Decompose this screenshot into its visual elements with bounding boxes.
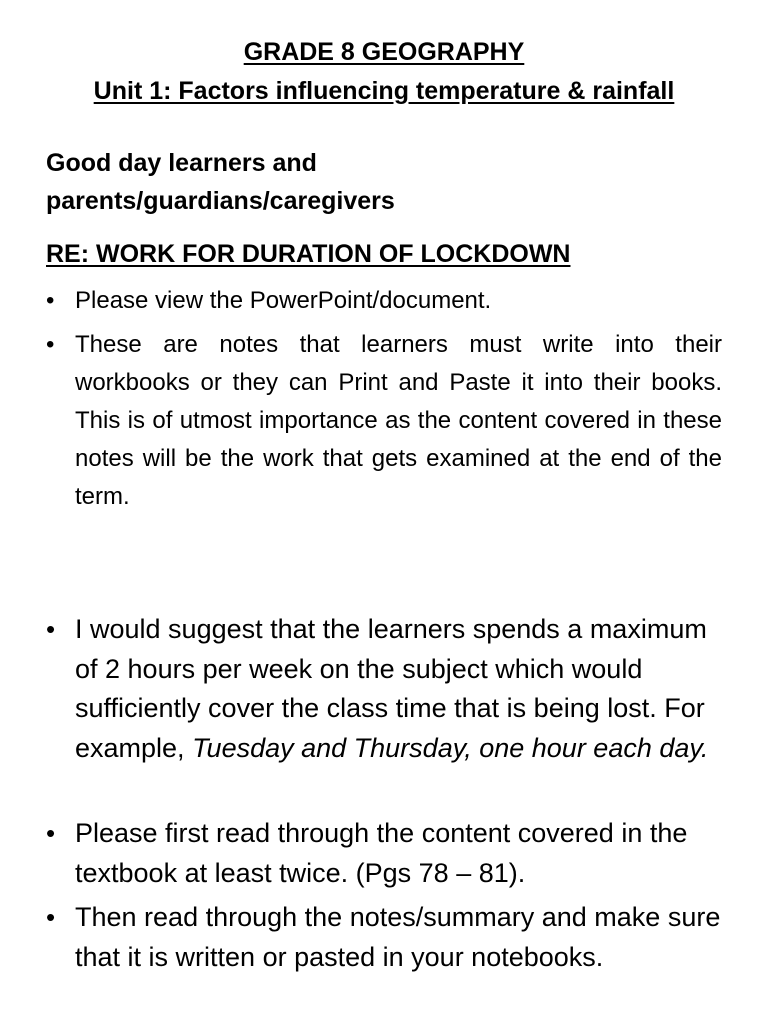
greeting bbox=[46, 144, 395, 220]
bullet-item-2 bbox=[46, 326, 722, 516]
bullet-item-4 bbox=[46, 814, 722, 893]
bullet-item-1 bbox=[46, 282, 722, 320]
bullet-text: Please first read through the content covered in the textbook at least twice. (Pgs 78 – 81). bbox=[75, 818, 688, 888]
bullet-icon: • bbox=[46, 614, 56, 644]
greeting-line-1: Good day learners and bbox=[46, 149, 317, 177]
bullet-item-3 bbox=[46, 610, 722, 768]
re-heading: RE: WORK FOR DURATION OF LOCKDOWN bbox=[46, 240, 571, 268]
bullet-text bbox=[75, 610, 722, 768]
bullet-text-italic: Tuesday and Thursday, one hour each day. bbox=[192, 732, 709, 763]
bullet-icon: • bbox=[46, 902, 56, 932]
bullet-icon: • bbox=[46, 331, 55, 358]
bullet-icon: • bbox=[46, 287, 55, 314]
bullet-text-normal: I would suggest that the learners spends a maximum of 2 hours per week on the subject which would sufficiently cover the class time that is being lost. For example, bbox=[75, 614, 707, 763]
bullet-icon: • bbox=[46, 818, 56, 848]
greeting-line-2: parents/guardians/caregivers bbox=[46, 187, 395, 215]
bullet-text: These are notes that learners must write into their workbooks or they can Print and Paste it into their books. This is of utmost importance as the content covered in these notes will be the work that gets examined at the end of the term. bbox=[75, 331, 722, 510]
bullet-text: Then read through the notes/summary and make sure that it is written or pasted in your notebooks. bbox=[75, 902, 721, 972]
bullet-text: Please view the PowerPoint/document. bbox=[75, 287, 492, 314]
document-title: GRADE 8 GEOGRAPHY bbox=[243, 38, 525, 66]
unit-title: Unit 1: Factors influencing temperature & rainfall bbox=[93, 77, 675, 105]
bullet-item-5 bbox=[46, 898, 722, 977]
